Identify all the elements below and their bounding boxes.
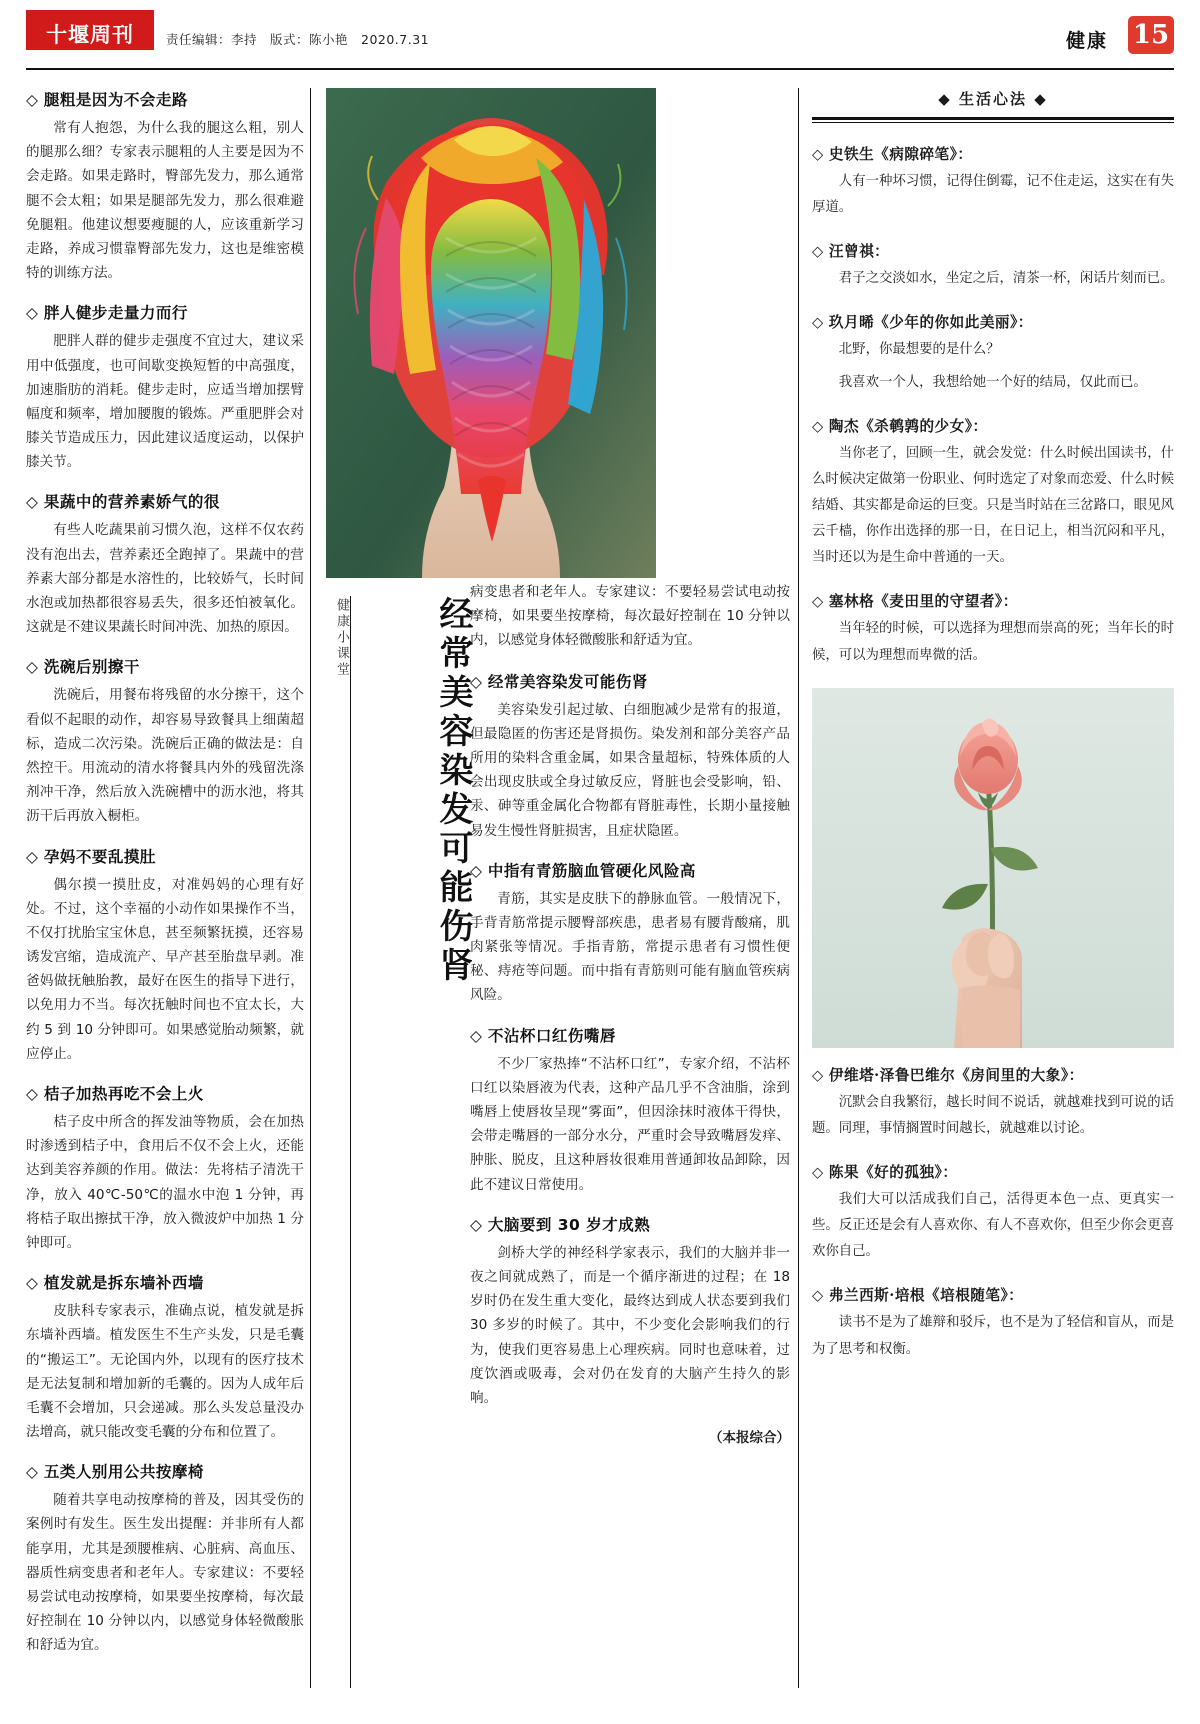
article-heading: ◇ 桔子加热再吃不会上火 xyxy=(26,1082,304,1104)
sidebar-rule-thick xyxy=(812,117,1174,120)
column-divider xyxy=(798,88,799,1688)
quote-text: 读书不是为了雄辩和驳斥，也不是为了轻信和盲从，而是为了思考和权衡。 xyxy=(812,1315,1174,1357)
article-credit: （本报综合） xyxy=(709,1430,790,1447)
quote-text: 当年轻的时候，可以选择为理想而崇高的死；当年长的时候，可以为理想而卑微的活。 xyxy=(812,621,1174,663)
quote-item xyxy=(812,240,1174,292)
quote-source: ◇ 陶杰《杀鹌鹑的少女》： xyxy=(812,415,1174,436)
article-paragraph: 青筋，其实是皮肤下的静脉血管。一般情况下，手背青筋常提示腰臀部疾患，患者易有腰背酸痛，肌肉紧张等情况。手指青筋，常提示患者有习惯性便秘、痔疮等问题。而中指有青筋则可能有脑血管疾病风险。 xyxy=(470,890,790,1004)
publication-logo: 十堰周刊 xyxy=(26,18,154,50)
article-block xyxy=(26,845,304,1067)
quote-item xyxy=(812,1161,1174,1265)
quote-item xyxy=(812,1284,1174,1362)
article-heading: ◇ 大脑要到 30 岁才成熟 xyxy=(470,1213,790,1235)
continued-text: 病变患者和老年人。专家建议：不要轻易尝试电动按摩椅，如果要坐按摩椅，每次最好控制在 10 分钟以内，以感觉身体轻微酸胀和舒适为宜。 xyxy=(470,584,790,649)
masthead xyxy=(0,0,1200,62)
article-block xyxy=(470,670,790,843)
article-paragraph: 常有人抱怨，为什么我的腿这么粗，别人的腿那么细？专家表示腿粗的人主要是因为不会走路。如果走路时，臀部先发力，那么通常腿不会太粗；如果是腿部先发力，那么很难避免腿粗。他建议想要瘦腿的人，应该重新学习走路，养成习惯靠臀部先发力，这也是维密模特的训练方法。 xyxy=(26,120,304,282)
article-heading: ◇ 洗碗后别擦干 xyxy=(26,655,304,677)
quote-source: ◇ 伊维塔·泽鲁巴维尔《房间里的大象》： xyxy=(812,1064,1174,1085)
column-sidebar xyxy=(812,88,1174,1382)
column-left xyxy=(26,88,304,1674)
rainbow-braided-hair-illustration xyxy=(326,88,656,578)
article-block xyxy=(26,301,304,474)
hero-image xyxy=(326,88,656,578)
quote-source: ◇ 塞林格《麦田里的守望者》： xyxy=(812,590,1174,611)
article-paragraph: 洗碗后，用餐布将残留的水分擦干，这个看似不起眼的动作，却容易导致餐具上细菌超标，造成二次污染。洗碗后正确的做法是：自然控干。用流动的清水将餐具内外的残留洗涤剂冲干净，然后放入洗碗槽中的沥水池，将其沥干后再放入橱柜。 xyxy=(26,687,304,825)
article-heading: ◇ 中指有青筋脑血管硬化风险高 xyxy=(470,859,790,881)
article-heading: ◇ 胖人健步走量力而行 xyxy=(26,301,304,323)
quote-text: 人有一种坏习惯，记得住倒霉，记不住走运，这实在有失厚道。 xyxy=(812,174,1174,216)
article-heading: ◇ 经常美容染发可能伤肾 xyxy=(470,670,790,692)
masthead-divider xyxy=(26,68,1174,70)
article-paragraph: 桔子皮中所含的挥发油等物质，会在加热时渗透到桔子中，食用后不仅不会上火，还能达到美容养颜的作用。做法：先将桔子清洗干净，放入 40℃-50℃的温水中泡 1 分钟，再将桔子取出擦拭干净，放入微波炉中加热 1 分钟即可。 xyxy=(26,1114,304,1251)
article-heading: ◇ 果蔬中的营养素娇气的很 xyxy=(26,490,304,512)
quote-text: 君子之交淡如水，坐定之后，清茶一杯，闲话片刻而已。 xyxy=(838,271,1174,287)
article-paragraph: 有些人吃蔬果前习惯久泡，这样不仅农药没有泡出去，营养素还全跑掉了。果蔬中的营养素大部分都是水溶性的，比较娇气，长时间水泡或加热都很容易丢失，很多还怕被氧化。这就是不建议果蔬长时间冲洗、加热的原因。 xyxy=(26,522,304,636)
quote-text: 当你老了，回顾一生，就会发觉：什么时候出国读书，什么时候决定做第一份职业、何时选定了对象而恋爱、什么时候结婚、其实都是命运的巨变。只是当时站在三岔路口，眼见风云千樯，你作出选择的那一日，在日记上，相当沉闷和平凡，当时还以为是生命中普通的一天。 xyxy=(812,445,1174,566)
article-heading: ◇ 植发就是拆东墙补西墙 xyxy=(26,1271,304,1293)
masthead-logo-bar xyxy=(26,10,154,18)
article-block xyxy=(470,1213,790,1410)
article-paragraph: 偶尔摸一摸肚皮，对准妈妈的心理有好处。不过，这个幸福的小动作如果操作不当，不仅打扰胎宝宝休息，甚至频繁抚摸，还容易诱发宫缩，造成流产、早产甚至胎盘早剥。准爸妈做抚触胎教，最好在医生的指导下进行，以免用力不当。每次抚触时间也不宜太长，大约 5 到 10 分钟即可。如果感觉胎动频繁，就应停止。 xyxy=(26,876,304,1062)
rose-image xyxy=(812,688,1174,1048)
article-paragraph: 美容染发引起过敏、白细胞减少是常有的报道，但最隐匿的伤害还是肾损伤。染发剂和部分美容产品所用的染料含重金属，如果含量超标，特殊体质的人会出现皮肤或全身过敏反应，肾脏也会受影响，铅、汞、砷等重金属化合物都有肾脏毒性，长期小量接触易发生慢性肾脏损害，且症状隐匿。 xyxy=(470,701,790,839)
article-kicker: 健康小课堂 xyxy=(334,598,349,678)
quote-item xyxy=(812,590,1174,668)
article-heading: ◇ 孕妈不要乱摸肚 xyxy=(26,845,304,867)
quote-text: 沉默会自我繁衍，越长时间不说话，就越难找到可说的话题。同理，事情搁置时间越长，就越难以讨论。 xyxy=(812,1094,1174,1136)
quote-source: ◇ 汪曾祺： xyxy=(812,240,1174,261)
article-paragraph: 不少厂家热捧“不沾杯口红”，专家介绍，不沾杯口红以染唇液为代表，这种产品几乎不含油脂，涂到嘴唇上使唇妆呈现“雾面”，但因涂抹时液体干得快，会带走嘴唇的一部分水分，严重时会导致嘴唇发痒、肿胀、脱皮，且这种唇妆很难用普通卸妆品卸除，因此不建议日常使用。 xyxy=(470,1055,790,1193)
article-block xyxy=(470,859,790,1008)
article-paragraph: 随着共享电动按摩椅的普及，因其受伤的案例时有发生。医生发出提醒：并非所有人都能享用，尤其是颈腰椎病、心脏病、高血压、器质性病变患者和老年人。专家建议：不要轻易尝试电动按摩椅，如果要坐按摩椅，每次最好控制在 10 分钟以内，以感觉身体轻微酸胀和舒适为宜。 xyxy=(26,1492,304,1654)
article-block xyxy=(26,490,304,639)
article-paragraph: 肥胖人群的健步走强度不宜过大，建议采用中低强度，也可间歇变换短暂的中高强度，加速脂肪的消耗。健步走时，应适当增加摆臂幅度和频率，增加腰腹的锻炼。严重肥胖会对膝关节造成压力，因此建议适度运动，以保护膝关节。 xyxy=(26,333,304,471)
article-block xyxy=(26,88,304,285)
article-block xyxy=(470,1024,790,1197)
section-title: 健康 xyxy=(1065,30,1108,52)
hand-holding-rose-illustration xyxy=(812,688,1174,1048)
quote-text: 我们大可以活成我们自己，活得更本色一点、更真实一些。反正还是会有人喜欢你、有人不喜欢你，但至少你会更喜欢你自己。 xyxy=(812,1191,1174,1260)
column-main-article xyxy=(470,580,790,1446)
quote-source: ◇ 史铁生《病隙碎笔》： xyxy=(812,143,1174,164)
quote-source: ◇ 弗兰西斯·培根《培根随笔》： xyxy=(812,1284,1174,1305)
quote-source: ◇ 陈果《好的孤独》： xyxy=(812,1161,1174,1182)
quote-source: ◇ 玖月晞《少年的你如此美丽》： xyxy=(812,311,1174,332)
article-heading: ◇ 五类人别用公共按摩椅 xyxy=(26,1460,304,1482)
article-paragraph: 剑桥大学的神经科学家表示，我们的大脑并非一夜之间就成熟了，而是一个循序渐进的过程；在 18 岁时仍在发生重大变化，最终达到成人状态要到我们 30 多岁的时候了。其中，不少变化会影响我们的行为，使我们更容易患上心理疾病。同时也意味着，过度饮酒或吸毒，会对仍在发育的大脑产生持久的影响。 xyxy=(470,1244,790,1406)
article-paragraph: 皮肤科专家表示，准确点说，植发就是拆东墙补西墙。植发医生不生产头发，只是毛囊的“搬运工”。无论国内外，以现有的医疗技术是无法复制和增加新的毛囊的。因为人成年后毛囊不会增加，只会递减。那么头发总量没办法增高，就只能改变毛囊的分布和位置了。 xyxy=(26,1303,304,1441)
sidebar-rule-thin xyxy=(812,122,1174,123)
article-main-title: 经常美容染发可能伤肾 xyxy=(433,596,473,986)
quote-text: 北野，你最想要的是什么？ xyxy=(838,342,1000,358)
article-block xyxy=(26,1271,304,1444)
quote-item xyxy=(812,1064,1174,1142)
quote-text: 我喜欢一个人，我想给她一个好的结局，仅此而已。 xyxy=(838,374,1147,390)
article-block xyxy=(26,1082,304,1255)
column-divider xyxy=(310,88,311,1688)
masthead-credits: 责任编辑：李持 版式：陈小艳 2020.7.31 xyxy=(166,32,430,47)
article-block xyxy=(26,1460,304,1657)
quote-item xyxy=(812,143,1174,221)
article-heading: ◇ 腿粗是因为不会走路 xyxy=(26,88,304,110)
quote-item xyxy=(812,415,1174,572)
article-block xyxy=(26,655,304,828)
quote-item xyxy=(812,311,1174,395)
article-heading: ◇ 不沾杯口红伤嘴唇 xyxy=(470,1024,790,1046)
sidebar-title: ◆ 生活心法 ◆ xyxy=(938,90,1048,108)
vertical-title-area xyxy=(330,596,473,1066)
page-number-badge: 15 xyxy=(1128,16,1174,54)
